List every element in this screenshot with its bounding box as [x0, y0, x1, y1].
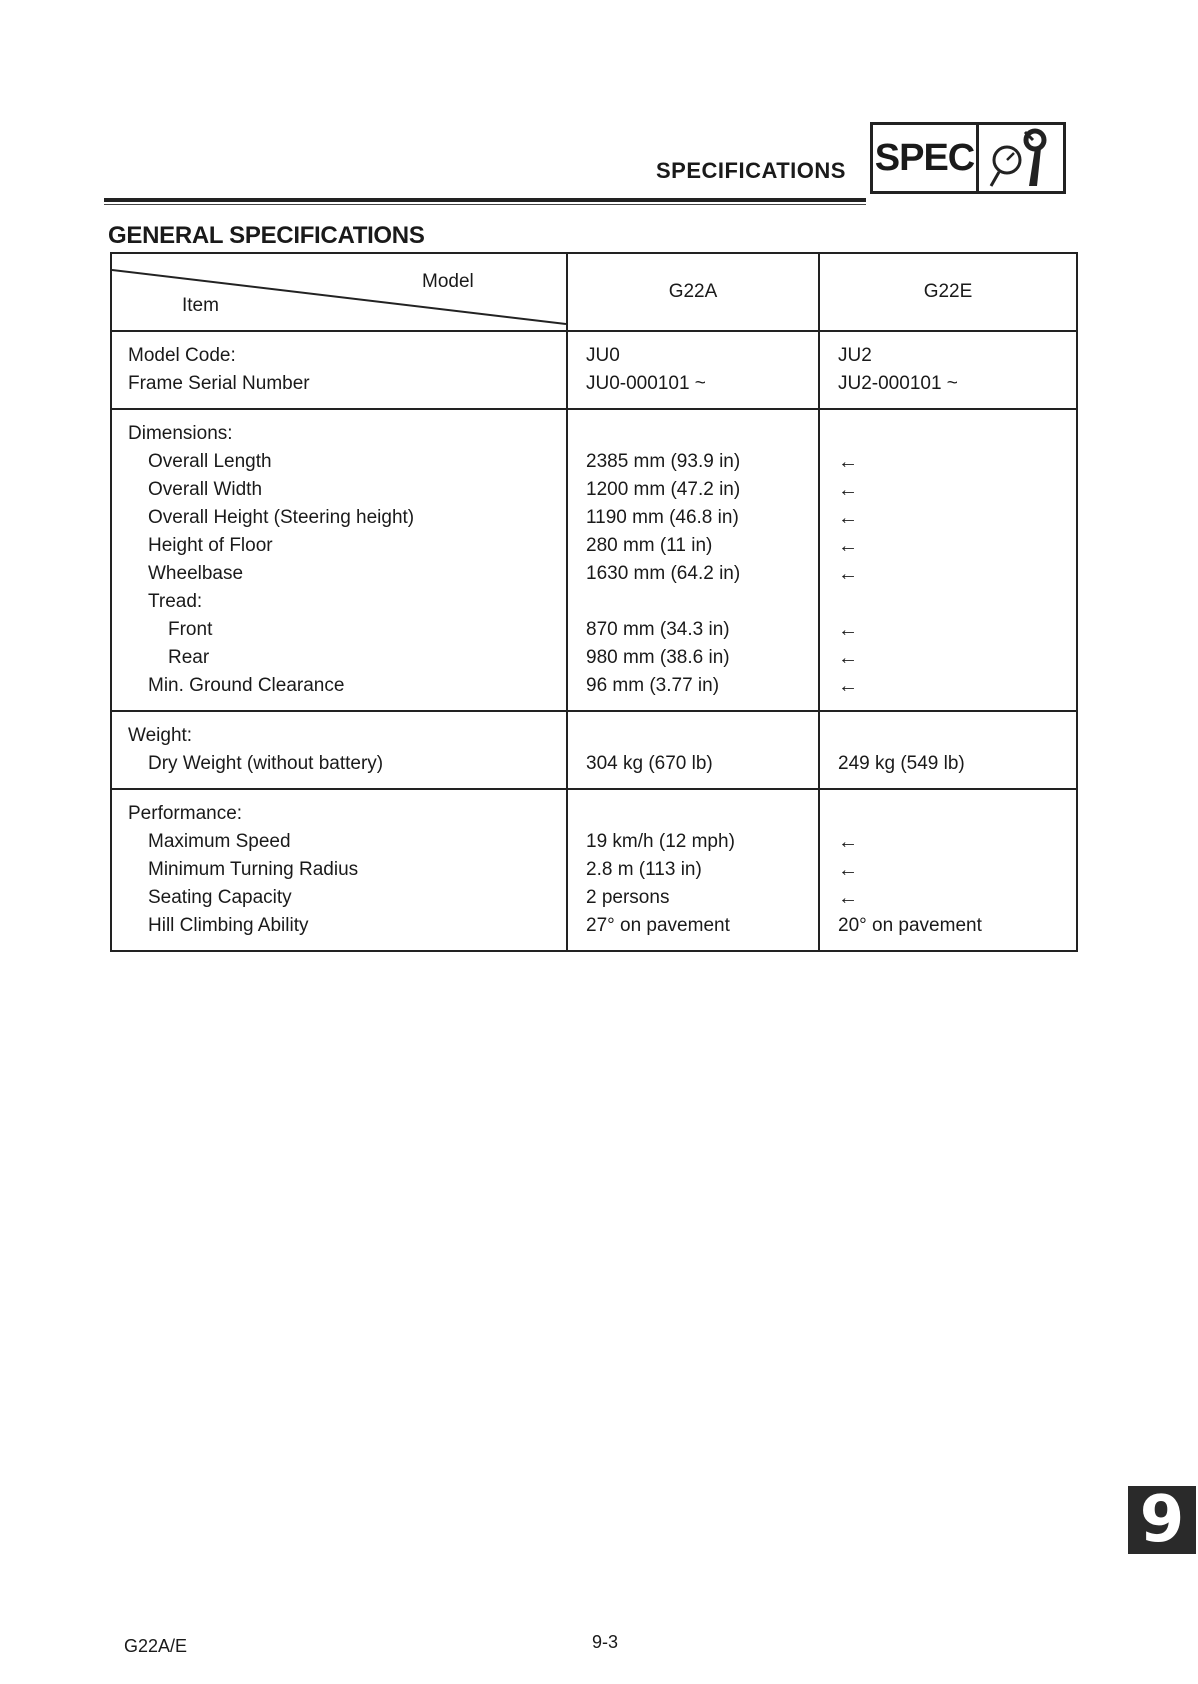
- header-title: SPECIFICATIONS: [656, 158, 846, 183]
- item-label: Min. Ground Clearance: [148, 675, 345, 696]
- g22e-cell: [820, 790, 1076, 950]
- item-cell: [112, 712, 568, 788]
- table-header-row: [112, 254, 1076, 330]
- g22a-value: [586, 800, 818, 828]
- table-row-model-code: [112, 330, 1076, 408]
- item-label: Front: [168, 619, 213, 640]
- spec-badge-label: SPEC: [873, 125, 979, 191]
- g22a-value: [586, 420, 818, 448]
- item-label: Seating Capacity: [148, 887, 292, 908]
- same-as-left-arrow: ←: [838, 675, 858, 697]
- g22e-cell: [820, 332, 1076, 408]
- item-label: Rear: [168, 647, 210, 668]
- g22a-value: [586, 588, 818, 616]
- g22e-value: [838, 800, 1076, 828]
- same-as-left-arrow: [838, 420, 1076, 448]
- specifications-table: [110, 252, 1078, 952]
- item-label: Minimum Turning Radius: [148, 859, 359, 880]
- section-title: GENERAL SPECIFICATIONS: [108, 222, 425, 249]
- header-col-g22e: G22E: [923, 281, 973, 302]
- header-model-label: Model: [422, 271, 474, 292]
- same-as-left-arrow: [838, 588, 1076, 616]
- item-label: Wheelbase: [148, 563, 244, 584]
- g22a-value: 980 mm (38.6 in): [586, 647, 730, 668]
- table-row-performance: [112, 788, 1076, 950]
- item-label: Model Code:: [128, 345, 236, 366]
- same-as-left-arrow: ←: [838, 507, 858, 529]
- item-label: Dimensions:: [128, 423, 233, 444]
- g22e-value: JU2-000101 ~: [838, 373, 958, 394]
- g22e-cell: [820, 712, 1076, 788]
- g22a-value: [586, 722, 818, 750]
- g22a-value: 2.8 m (113 in): [586, 859, 702, 880]
- item-label: Overall Height (Steering height): [148, 507, 415, 528]
- same-as-left-arrow: ←: [838, 887, 858, 909]
- same-as-left-arrow: ←: [838, 451, 858, 473]
- same-as-left-arrow: ←: [838, 535, 858, 557]
- wrench-gauge-icon: [979, 125, 1063, 191]
- g22a-value: 2 persons: [586, 887, 670, 908]
- g22e-value: [838, 722, 1076, 750]
- g22a-value: 19 km/h (12 mph): [586, 831, 735, 852]
- item-label: Tread:: [148, 591, 203, 612]
- g22a-value: 304 kg (670 lb): [586, 753, 713, 774]
- item-label: Overall Width: [148, 479, 263, 500]
- g22e-value: JU2: [838, 345, 872, 366]
- header-item-model-cell: [112, 254, 568, 330]
- g22e-value: 249 kg (549 lb): [838, 753, 965, 774]
- item-label: Overall Length: [148, 451, 272, 472]
- g22a-value: JU0: [586, 345, 620, 366]
- spec-badge: [870, 122, 1066, 194]
- table-row-dimensions: [112, 408, 1076, 710]
- header-rule: [104, 198, 866, 202]
- same-as-left-arrow: ←: [838, 479, 858, 501]
- g22e-cell: [820, 410, 1076, 710]
- item-cell: [112, 790, 568, 950]
- header-item-label: Item: [182, 295, 219, 316]
- g22a-cell: [568, 790, 820, 950]
- item-label: Performance:: [128, 803, 243, 824]
- item-cell: [112, 332, 568, 408]
- item-cell: [112, 410, 568, 710]
- item-label: Hill Climbing Ability: [148, 915, 309, 936]
- g22e-value: 20° on pavement: [838, 915, 982, 936]
- g22a-value: 870 mm (34.3 in): [586, 619, 730, 640]
- g22a-cell: [568, 332, 820, 408]
- item-label: Weight:: [128, 725, 193, 746]
- g22a-cell: [568, 712, 820, 788]
- g22a-value: 27° on pavement: [586, 915, 730, 936]
- g22a-value: JU0-000101 ~: [586, 373, 706, 394]
- g22a-cell: [568, 410, 820, 710]
- item-label: Maximum Speed: [148, 831, 291, 852]
- diagonal-divider: [112, 254, 566, 330]
- footer-page-number: 9-3: [592, 1632, 619, 1652]
- item-label: Frame Serial Number: [128, 373, 310, 394]
- g22a-value: 280 mm (11 in): [586, 535, 713, 556]
- g22a-value: 1190 mm (46.8 in): [586, 507, 739, 528]
- item-label: Dry Weight (without battery): [148, 753, 384, 774]
- same-as-left-arrow: ←: [838, 647, 858, 669]
- header-rule-thin: [104, 204, 866, 205]
- same-as-left-arrow: ←: [838, 859, 858, 881]
- header-col-g22a: G22A: [568, 254, 820, 330]
- g22a-value: 2385 mm (93.9 in): [586, 451, 741, 472]
- same-as-left-arrow: ←: [838, 831, 858, 853]
- item-label: Height of Floor: [148, 535, 273, 556]
- g22a-value: 1200 mm (47.2 in): [586, 479, 741, 500]
- chapter-tab: 9: [1128, 1486, 1196, 1554]
- g22a-value: 96 mm (3.77 in): [586, 675, 720, 696]
- same-as-left-arrow: ←: [838, 619, 858, 641]
- footer-model: G22A/E: [124, 1636, 188, 1656]
- g22a-value: 1630 mm (64.2 in): [586, 563, 741, 584]
- table-row-weight: [112, 710, 1076, 788]
- same-as-left-arrow: ←: [838, 563, 858, 585]
